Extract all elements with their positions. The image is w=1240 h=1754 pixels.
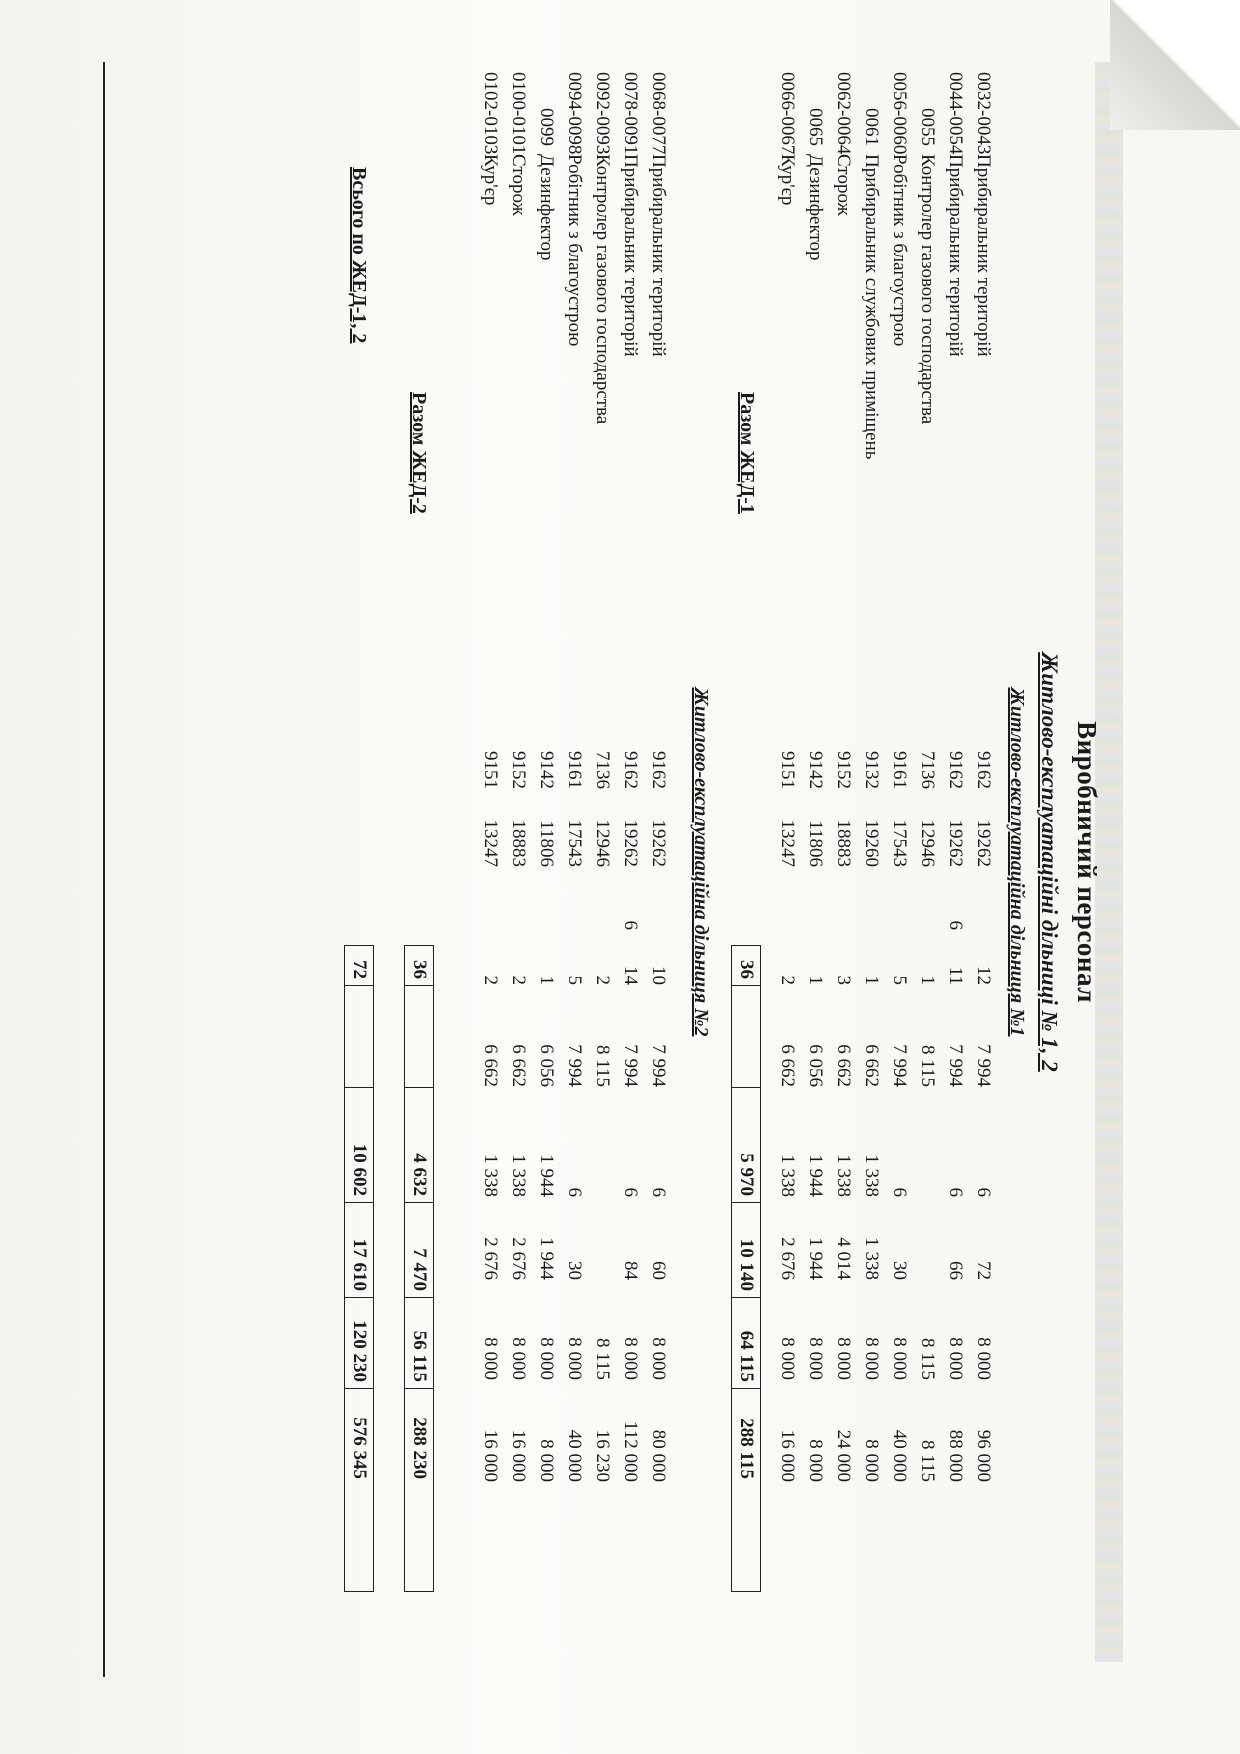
row-position: Прибиральник територій <box>973 154 994 357</box>
row-code: 0061 <box>861 108 882 146</box>
row-fund: 8 000 <box>480 1337 501 1380</box>
row-code-zkppt: 19262 <box>973 819 994 867</box>
row-code-zkppt: 13247 <box>777 819 798 867</box>
table-row <box>859 62 883 1662</box>
subtotal-fund: 64 115 <box>732 1298 760 1389</box>
row-fund: 8 000 <box>861 1337 882 1380</box>
row-position: Контролер газового господарства <box>917 154 938 425</box>
row-code-kp: 7136 <box>917 751 938 789</box>
row-salary: 7 994 <box>620 1044 641 1087</box>
row-count: 3 <box>833 975 854 985</box>
row-rank: 6 <box>620 920 641 930</box>
row-fund-total: 40 000 <box>889 1429 910 1482</box>
row-fund: 8 000 <box>648 1337 669 1380</box>
row-extra-total: 2 676 <box>777 1237 798 1280</box>
subtotal-count: 36 <box>405 946 433 986</box>
row-extra: 1 338 <box>480 1154 501 1197</box>
row-code-zkppt: 17543 <box>889 819 910 867</box>
row-code-zkppt: 19262 <box>648 819 669 867</box>
document-subtitle: Житлово-експлуатаційні дільниці № 1, 2 <box>1037 652 1062 1072</box>
row-salary: 6 662 <box>861 1044 882 1087</box>
row-code-zkppt: 12946 <box>592 819 613 867</box>
row-position: Робітник з благоустрою <box>564 154 585 347</box>
row-position: Прибиральник територій <box>620 154 641 357</box>
document-title: Виробничий персонал <box>1072 721 1102 1003</box>
row-code-kp: 9162 <box>620 751 641 789</box>
row-code: 0065 <box>805 108 826 146</box>
row-salary: 6 662 <box>777 1044 798 1087</box>
row-count: 1 <box>917 975 938 985</box>
row-count: 2 <box>508 975 529 985</box>
row-fund: 8 115 <box>592 1337 613 1380</box>
table-row <box>831 62 855 1662</box>
row-extra-total: 72 <box>973 1261 994 1280</box>
row-count: 10 <box>648 966 669 985</box>
row-code: 0055 <box>917 108 938 146</box>
table-row <box>590 62 614 1662</box>
row-code-zkppt: 12946 <box>917 819 938 867</box>
table-row <box>803 62 827 1662</box>
row-code: 0078-0091 <box>620 72 641 155</box>
row-extra-total: 2 676 <box>480 1237 501 1280</box>
row-extra-total: 1 944 <box>536 1237 557 1280</box>
row-salary: 6 056 <box>805 1044 826 1087</box>
total-fund-total: 576 345 <box>349 1417 370 1479</box>
row-fund: 8 000 <box>536 1337 557 1380</box>
row-count: 11 <box>945 966 966 985</box>
table-row <box>775 62 799 1662</box>
row-salary: 7 994 <box>564 1044 585 1087</box>
row-count: 5 <box>889 975 910 985</box>
row-extra: 6 <box>648 1187 669 1197</box>
table-row <box>618 62 642 1662</box>
total-extra-total: 17 610 <box>345 1203 373 1298</box>
row-fund: 8 000 <box>805 1337 826 1380</box>
row-count: 1 <box>861 975 882 985</box>
row-rank: 6 <box>945 920 966 930</box>
row-extra-total: 30 <box>889 1261 910 1280</box>
row-code-zkppt: 11806 <box>805 820 826 867</box>
row-code-kp: 7136 <box>592 751 613 789</box>
row-code: 0102-0103 <box>480 72 501 155</box>
subtotal-extra-total: 10 140 <box>732 1203 760 1298</box>
row-code-zkppt: 11806 <box>536 820 557 867</box>
row-fund-total: 40 000 <box>564 1429 585 1482</box>
row-fund-total: 88 000 <box>945 1429 966 1482</box>
table-row <box>971 62 995 1662</box>
row-extra-total: 30 <box>564 1261 585 1280</box>
row-position: Дезинфектор <box>536 154 557 261</box>
row-fund: 8 000 <box>564 1337 585 1380</box>
row-count: 12 <box>973 966 994 985</box>
row-code-kp: 9142 <box>805 751 826 789</box>
total-extra: 10 602 <box>345 1088 373 1203</box>
section-heading-zhed1: Житлово-експлуатаційна дільниця №1 <box>1006 687 1028 1037</box>
row-salary: 7 994 <box>945 1044 966 1087</box>
subtotal-extra-total: 7 470 <box>405 1203 433 1298</box>
row-extra: 6 <box>620 1187 641 1197</box>
row-position: Кур'єр <box>480 154 501 206</box>
table-row <box>506 62 530 1662</box>
row-extra: 1 944 <box>536 1154 557 1197</box>
rotated-document <box>100 62 1110 1662</box>
row-count: 2 <box>777 975 798 985</box>
row-salary: 8 115 <box>592 1044 613 1087</box>
row-extra: 6 <box>889 1187 910 1197</box>
row-fund: 8 000 <box>508 1337 529 1380</box>
subtotal-extra: 5 970 <box>732 1088 760 1203</box>
row-extra: 1 338 <box>508 1154 529 1197</box>
row-fund: 8 000 <box>945 1337 966 1380</box>
row-extra: 6 <box>945 1187 966 1197</box>
row-extra-total: 1 338 <box>861 1237 882 1280</box>
table-row <box>915 62 939 1662</box>
subtotal-fund-total: 288 115 <box>736 1418 757 1479</box>
row-fund: 8 000 <box>889 1337 910 1380</box>
row-code-zkppt: 19260 <box>861 819 882 867</box>
page-corner-fold <box>1110 0 1240 130</box>
row-code: 0062-0064 <box>833 72 854 155</box>
row-code-kp: 9161 <box>564 751 585 789</box>
row-code: 0056-0060 <box>889 72 910 155</box>
row-position: Прибиральник службових приміщень <box>861 154 882 460</box>
row-extra-total: 84 <box>620 1261 641 1280</box>
row-fund-total: 16 000 <box>480 1429 501 1482</box>
subtotal-fund-total: 288 230 <box>409 1417 430 1479</box>
row-fund-total: 8 000 <box>536 1439 557 1482</box>
subtotal-label-zhed2: Разом ЖЕД-2 <box>408 392 430 514</box>
row-extra-total: 66 <box>945 1261 966 1280</box>
row-extra-total: 2 676 <box>508 1237 529 1280</box>
row-count: 1 <box>805 975 826 985</box>
row-extra: 1 338 <box>861 1154 882 1197</box>
row-position: Контролер газового господарства <box>592 154 613 425</box>
row-salary: 6 662 <box>508 1044 529 1087</box>
row-fund-total: 16 000 <box>777 1429 798 1482</box>
total-salary <box>345 986 373 1088</box>
grand-total-row <box>344 945 374 1592</box>
row-fund-total: 80 000 <box>648 1429 669 1482</box>
subtotal-extra: 4 632 <box>405 1088 433 1203</box>
row-salary: 6 662 <box>833 1044 854 1087</box>
table-row <box>646 62 670 1662</box>
table-row <box>887 62 911 1662</box>
row-position: Прибиральник територій <box>945 154 966 357</box>
section-heading-zhed2: Житлово-експлуатаційна дільниця №2 <box>690 687 712 1037</box>
table-row <box>478 62 502 1662</box>
row-code-zkppt: 13247 <box>480 819 501 867</box>
row-code: 0100-0101 <box>508 72 529 155</box>
row-fund: 8 000 <box>973 1337 994 1380</box>
row-fund-total: 96 000 <box>973 1429 994 1482</box>
row-code-zkppt: 19262 <box>620 819 641 867</box>
row-fund: 8 000 <box>620 1337 641 1380</box>
row-count: 14 <box>620 966 641 985</box>
row-count: 5 <box>564 975 585 985</box>
row-count: 2 <box>480 975 501 985</box>
subtotal-row-zhed1 <box>731 945 761 1592</box>
row-fund-total: 8 000 <box>805 1439 826 1482</box>
row-position: Прибиральник територій <box>648 154 669 357</box>
grand-total-label: Всього по ЖЕД-1, 2 <box>348 167 370 344</box>
row-code-kp: 9162 <box>973 751 994 789</box>
row-code-kp: 9152 <box>833 751 854 789</box>
row-code: 0032-0043 <box>973 72 994 155</box>
row-position: Дезинфектор <box>805 154 826 261</box>
row-extra: 6 <box>973 1187 994 1197</box>
table-row <box>562 62 586 1662</box>
row-extra: 1 944 <box>805 1154 826 1197</box>
row-salary: 7 994 <box>889 1044 910 1087</box>
row-code: 0094-0098 <box>564 72 585 155</box>
row-salary: 6 056 <box>536 1044 557 1087</box>
row-code-kp: 9152 <box>508 751 529 789</box>
row-code-kp: 9151 <box>777 751 798 789</box>
row-extra-total: 1 944 <box>805 1237 826 1280</box>
row-fund: 8 000 <box>833 1337 854 1380</box>
row-fund-total: 24 000 <box>833 1429 854 1482</box>
row-code: 0066-0067 <box>777 72 798 155</box>
row-code-zkppt: 19262 <box>945 819 966 867</box>
row-count: 1 <box>536 975 557 985</box>
row-code-kp: 9162 <box>945 751 966 789</box>
row-fund: 8 115 <box>917 1337 938 1380</box>
table-row <box>534 62 558 1662</box>
subtotal-salary <box>405 986 433 1088</box>
row-code: 0099 <box>536 108 557 146</box>
row-position: Сторож <box>508 154 529 216</box>
row-code-zkppt: 18883 <box>508 819 529 867</box>
subtotal-label-zhed1: Разом ЖЕД-1 <box>736 392 758 514</box>
table-row <box>943 62 967 1662</box>
row-code: 0068-0077 <box>648 72 669 155</box>
row-extra: 1 338 <box>833 1154 854 1197</box>
row-code-kp: 9162 <box>648 751 669 789</box>
row-count: 2 <box>592 975 613 985</box>
row-position: Робітник з благоустрою <box>889 154 910 347</box>
row-fund-total: 112 000 <box>620 1420 641 1482</box>
subtotal-count: 36 <box>732 946 760 986</box>
row-extra: 6 <box>564 1187 585 1197</box>
subtotal-fund: 56 115 <box>405 1298 433 1389</box>
subtotal-row-zhed2 <box>404 945 434 1592</box>
row-code-kp: 9132 <box>861 751 882 789</box>
row-fund-total: 8 000 <box>861 1439 882 1482</box>
subtotal-salary <box>732 986 760 1088</box>
row-code-kp: 9161 <box>889 751 910 789</box>
row-salary: 7 994 <box>973 1044 994 1087</box>
row-fund-total: 16 000 <box>508 1429 529 1482</box>
row-code: 0044-0054 <box>945 72 966 155</box>
row-code-zkppt: 17543 <box>564 819 585 867</box>
row-fund-total: 16 230 <box>592 1429 613 1482</box>
total-count: 72 <box>345 946 373 986</box>
row-code-kp: 9142 <box>536 751 557 789</box>
row-code: 0092-0093 <box>592 72 613 155</box>
row-extra-total: 4 014 <box>833 1237 854 1280</box>
row-salary: 8 115 <box>917 1044 938 1087</box>
row-fund: 8 000 <box>777 1337 798 1380</box>
row-code-kp: 9151 <box>480 751 501 789</box>
row-code-zkppt: 18883 <box>833 819 854 867</box>
row-salary: 6 662 <box>480 1044 501 1087</box>
row-salary: 7 994 <box>648 1044 669 1087</box>
total-fund: 120 230 <box>345 1298 373 1389</box>
row-position: Сторож <box>833 154 854 216</box>
row-extra-total: 60 <box>648 1261 669 1280</box>
row-extra: 1 338 <box>777 1154 798 1197</box>
row-fund-total: 8 115 <box>917 1439 938 1482</box>
row-position: Кур'єр <box>777 154 798 206</box>
